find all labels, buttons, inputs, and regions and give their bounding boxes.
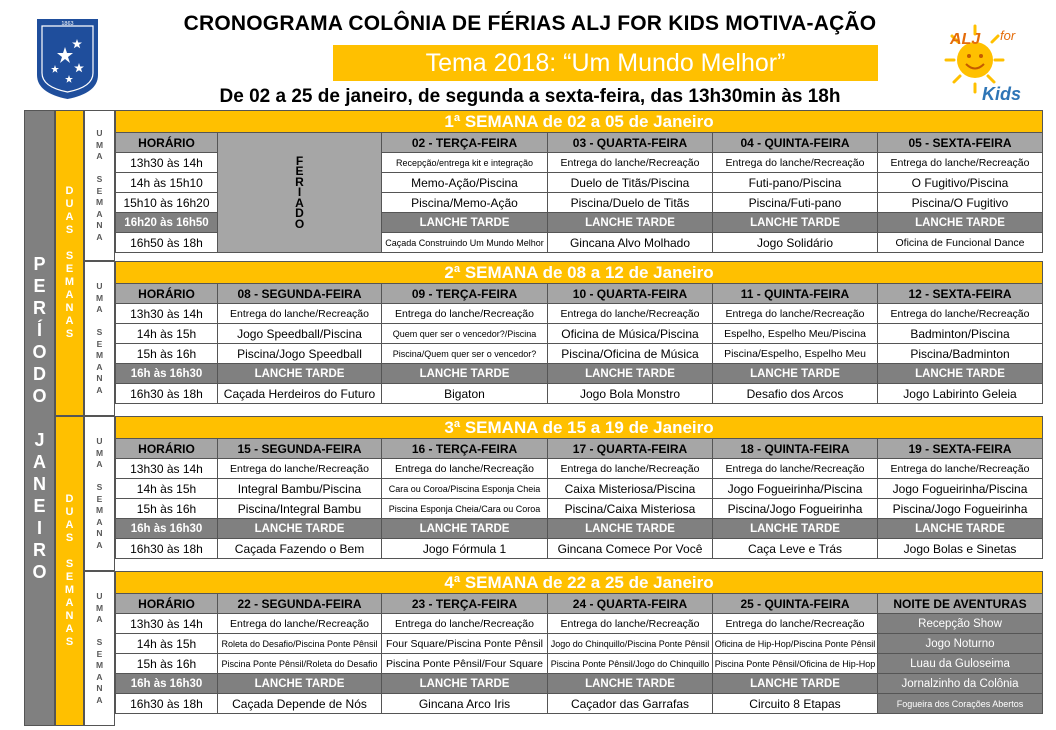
lanche-cell: LANCHE TARDE [878,519,1043,539]
duas-semanas-label-2 [55,416,84,726]
duas-semanas-label-1 [55,110,84,416]
time-cell: 16h50 às 18h [116,233,218,253]
day-header: 04 - QUINTA-FEIRA [713,133,878,153]
duas-semanas-text: D U A S S E M A N A S [64,493,75,648]
activity-cell: Espelho, Espelho Meu/Piscina [713,324,878,344]
activity-cell: Recepção/entrega kit e integração [382,153,548,173]
day-header: 24 - QUARTA-FEIRA [548,594,713,614]
uma-semana-text: U M A S E M A N A [95,128,104,242]
time-cell: 14h às 15h [116,634,218,654]
time-cell: 13h30 às 14h [116,459,218,479]
time-cell: 15h às 16h [116,344,218,364]
activity-cell: Entrega do lanche/Recreação [713,459,878,479]
activity-cell: Jogo Labirinto Geleia [878,384,1043,404]
activity-cell: Caçada Herdeiros do Futuro [218,384,382,404]
activity-cell: Entrega do lanche/Recreação [548,304,713,324]
uma-semana-text: U M A S E M A N A [95,436,104,550]
activity-cell: Caçada Fazendo o Bem [218,539,382,559]
activity-cell: Jogo Bolas e Sinetas [878,539,1043,559]
time-cell: 16h30 às 18h [116,384,218,404]
week-title: 4ª SEMANA de 22 a 25 de Janeiro [116,572,1043,594]
activity-cell: Entrega do lanche/Recreação [713,304,878,324]
activity-cell: Gincana Arco Iris [382,694,548,714]
day-header: 08 - SEGUNDA-FEIRA [218,284,382,304]
time-cell: 16h às 16h30 [116,519,218,539]
activity-cell: Jogo Fogueirinha/Piscina [878,479,1043,499]
activity-cell: Jogo Fogueirinha/Piscina [713,479,878,499]
night-activity-cell: Luau da Guloseima [878,654,1043,674]
activity-cell: Piscina/O Fugitivo [878,193,1043,213]
activity-cell: Entrega do lanche/Recreação [548,614,713,634]
week-4-table [115,571,1043,714]
week-2-table [115,261,1043,404]
lanche-cell: LANCHE TARDE [218,519,382,539]
lanche-cell: LANCHE TARDE [548,519,713,539]
activity-cell: Piscina/Integral Bambu [218,499,382,519]
time-cell: 13h30 às 14h [116,153,218,173]
day-header: 22 - SEGUNDA-FEIRA [218,594,382,614]
activity-cell: Gincana Alvo Molhado [548,233,713,253]
activity-cell: Gincana Comece Por Você [548,539,713,559]
activity-cell: Piscina/Jogo Fogueirinha [878,499,1043,519]
logo-kids-text: Kids [982,84,1022,104]
day-header: 19 - SEXTA-FEIRA [878,439,1043,459]
theme-banner: Tema 2018: “Um Mundo Melhor” [333,45,878,81]
day-header: 09 - TERÇA-FEIRA [382,284,548,304]
activity-cell: Piscina/Duelo de Titãs [548,193,713,213]
time-cell: 16h30 às 18h [116,694,218,714]
time-cell: 14h às 15h [116,324,218,344]
activity-cell: Entrega do lanche/Recreação [548,153,713,173]
lanche-cell: LANCHE TARDE [713,364,878,384]
activity-cell: Desafio dos Arcos [713,384,878,404]
activity-cell: Entrega do lanche/Recreação [218,614,382,634]
lanche-cell: LANCHE TARDE [878,213,1043,233]
activity-cell: Entrega do lanche/Recreação [548,459,713,479]
activity-cell: Jogo Bola Monstro [548,384,713,404]
week-3-table [115,416,1043,559]
night-activity-cell: Recepção Show [878,614,1043,634]
activity-cell: Piscina/Quem quer ser o vencedor? [382,344,548,364]
schedule-grid [24,110,1042,726]
activity-cell: Piscina Ponte Pênsil/Four Square [382,654,548,674]
time-cell: 14h às 15h [116,479,218,499]
activity-cell: Piscina/Memo-Ação [382,193,548,213]
time-cell: 15h às 16h [116,654,218,674]
activity-cell: Circuito 8 Etapas [713,694,878,714]
activity-cell: Bigaton [382,384,548,404]
activity-cell: Entrega do lanche/Recreação [878,304,1043,324]
lanche-cell: LANCHE TARDE [713,213,878,233]
activity-cell: Piscina/Espelho, Espelho Meu [713,344,878,364]
activity-cell: Duelo de Titãs/Piscina [548,173,713,193]
time-cell: 13h30 às 14h [116,614,218,634]
activity-cell: Jogo Solidário [713,233,878,253]
logo-alj-text: ALJ [950,31,981,48]
activity-cell: Integral Bambu/Piscina [218,479,382,499]
activity-cell: Piscina/Oficina de Música [548,344,713,364]
uma-semana-text: U M A S E M A N A [95,591,104,705]
day-header: 25 - QUINTA-FEIRA [713,594,878,614]
duas-semanas-text: D U A S S E M A N A S [64,185,75,340]
time-cell: 14h às 15h10 [116,173,218,193]
day-header: 12 - SEXTA-FEIRA [878,284,1043,304]
activity-cell: Caçador das Garrafas [548,694,713,714]
day-header: 17 - QUARTA-FEIRA [548,439,713,459]
activity-cell: Entrega do lanche/Recreação [382,304,548,324]
activity-cell: Jogo do Chinquillo/Piscina Ponte Pênsil [548,634,713,654]
periodo-text: P E R Í O D O J A N E I R O [32,254,47,582]
week-1-table [115,110,1043,253]
uma-semana-label-4 [84,571,115,726]
activity-cell: O Fugitivo/Piscina [878,173,1043,193]
activity-cell: Caixa Misteriosa/Piscina [548,479,713,499]
lanche-cell: LANCHE TARDE [382,674,548,694]
lanche-cell: LANCHE TARDE [878,364,1043,384]
uma-semana-label-1 [84,110,115,261]
activity-cell: Entrega do lanche/Recreação [713,614,878,634]
activity-cell: Entrega do lanche/Recreação [218,304,382,324]
time-cell: 13h30 às 14h [116,304,218,324]
activity-cell: Quem quer ser o vencedor?/Piscina [382,324,548,344]
activity-cell: Roleta do Desafio/Piscina Ponte Pênsil [218,634,382,654]
lanche-cell: LANCHE TARDE [548,213,713,233]
activity-cell: Cara ou Coroa/Piscina Esponja Cheia [382,479,548,499]
activity-cell: Entrega do lanche/Recreação [878,153,1043,173]
time-cell: 16h às 16h30 [116,364,218,384]
activity-cell: Piscina Ponte Pênsil/Jogo do Chinquillo [548,654,713,674]
lanche-cell: LANCHE TARDE [382,364,548,384]
feriado-cell: F E R I A D O [218,133,382,253]
activity-cell: Entrega do lanche/Recreação [713,153,878,173]
seal-year: 1863 [61,21,74,27]
activity-cell: Four Square/Piscina Ponte Pênsil [382,634,548,654]
horario-header: HORÁRIO [116,439,218,459]
time-cell: 15h10 às 16h20 [116,193,218,213]
time-cell: 16h20 às 16h50 [116,213,218,233]
activity-cell: Caçada Construindo Um Mundo Melhor [382,233,548,253]
week-title: 3ª SEMANA de 15 a 19 de Janeiro [116,417,1043,439]
day-header: 05 - SEXTA-FEIRA [878,133,1043,153]
page-title: CRONOGRAMA COLÔNIA DE FÉRIAS ALJ FOR KIDS MOTIVA-AÇÃO [183,12,877,35]
activity-cell: Caçada Depende de Nós [218,694,382,714]
lanche-cell: LANCHE TARDE [713,674,878,694]
horario-header: HORÁRIO [116,133,218,153]
lanche-cell: LANCHE TARDE [218,364,382,384]
activity-cell: Piscina/Futi-pano [713,193,878,213]
lanche-cell: LANCHE TARDE [218,674,382,694]
activity-cell: Jogo Speedball/Piscina [218,324,382,344]
activity-cell: Piscina/Jogo Speedball [218,344,382,364]
night-activity-cell: Jogo Noturno [878,634,1043,654]
day-header: 02 - TERÇA-FEIRA [382,133,548,153]
week-title: 1ª SEMANA de 02 a 05 de Janeiro [116,111,1043,133]
activity-cell: Entrega do lanche/Recreação [218,459,382,479]
activity-cell: Entrega do lanche/Recreação [382,459,548,479]
time-cell: 16h às 16h30 [116,674,218,694]
lanche-cell: LANCHE TARDE [382,213,548,233]
activity-cell: Piscina/Caixa Misteriosa [548,499,713,519]
lanche-cell: LANCHE TARDE [548,364,713,384]
activity-cell: Piscina/Badminton [878,344,1043,364]
activity-cell: Jogo Fórmula 1 [382,539,548,559]
day-header: 10 - QUARTA-FEIRA [548,284,713,304]
activity-cell: Futi-pano/Piscina [713,173,878,193]
time-cell: 16h30 às 18h [116,539,218,559]
horario-header: HORÁRIO [116,594,218,614]
noite-de-aventuras-header: NOITE DE AVENTURAS [878,594,1043,614]
day-header: 18 - QUINTA-FEIRA [713,439,878,459]
periodo-label [24,110,55,726]
lanche-cell: LANCHE TARDE [713,519,878,539]
activity-cell: Piscina Ponte Pênsil/Roleta do Desafio [218,654,382,674]
activity-cell: Oficina de Hip-Hop/Piscina Ponte Pênsil [713,634,878,654]
horario-header: HORÁRIO [116,284,218,304]
logo-for-text: for [1000,28,1016,43]
activity-cell: Caça Leve e Trás [713,539,878,559]
day-header: 11 - QUINTA-FEIRA [713,284,878,304]
lanche-cell: LANCHE TARDE [548,674,713,694]
uma-semana-label-3 [84,416,115,571]
lanche-cell: LANCHE TARDE [382,519,548,539]
date-range: De 02 a 25 de janeiro, de segunda a sexta-feira, das 13h30min às 18h [219,86,841,107]
alj-for-kids-logo [940,20,1035,105]
day-header: 23 - TERÇA-FEIRA [382,594,548,614]
day-header: 15 - SEGUNDA-FEIRA [218,439,382,459]
uma-semana-text: U M A S E M A N A [95,281,104,395]
alj-seal-logo [35,17,100,101]
day-header: 03 - QUARTA-FEIRA [548,133,713,153]
activity-cell: Badminton/Piscina [878,324,1043,344]
time-cell: 15h às 16h [116,499,218,519]
activity-cell: Oficina de Funcional Dance [878,233,1043,253]
activity-cell: Memo-Ação/Piscina [382,173,548,193]
activity-cell: Entrega do lanche/Recreação [878,459,1043,479]
activity-cell: Oficina de Música/Piscina [548,324,713,344]
week-title: 2ª SEMANA de 08 a 12 de Janeiro [116,262,1043,284]
activity-cell: Piscina/Jogo Fogueirinha [713,499,878,519]
activity-cell: Entrega do lanche/Recreação [382,614,548,634]
uma-semana-label-2 [84,261,115,416]
activity-cell: Piscina Esponja Cheia/Cara ou Coroa [382,499,548,519]
night-activity-cell: Fogueira dos Corações Abertos [878,694,1043,714]
day-header: 16 - TERÇA-FEIRA [382,439,548,459]
night-activity-cell: Jornalzinho da Colônia [878,674,1043,694]
activity-cell: Piscina Ponte Pênsil/Oficina de Hip-Hop [713,654,878,674]
